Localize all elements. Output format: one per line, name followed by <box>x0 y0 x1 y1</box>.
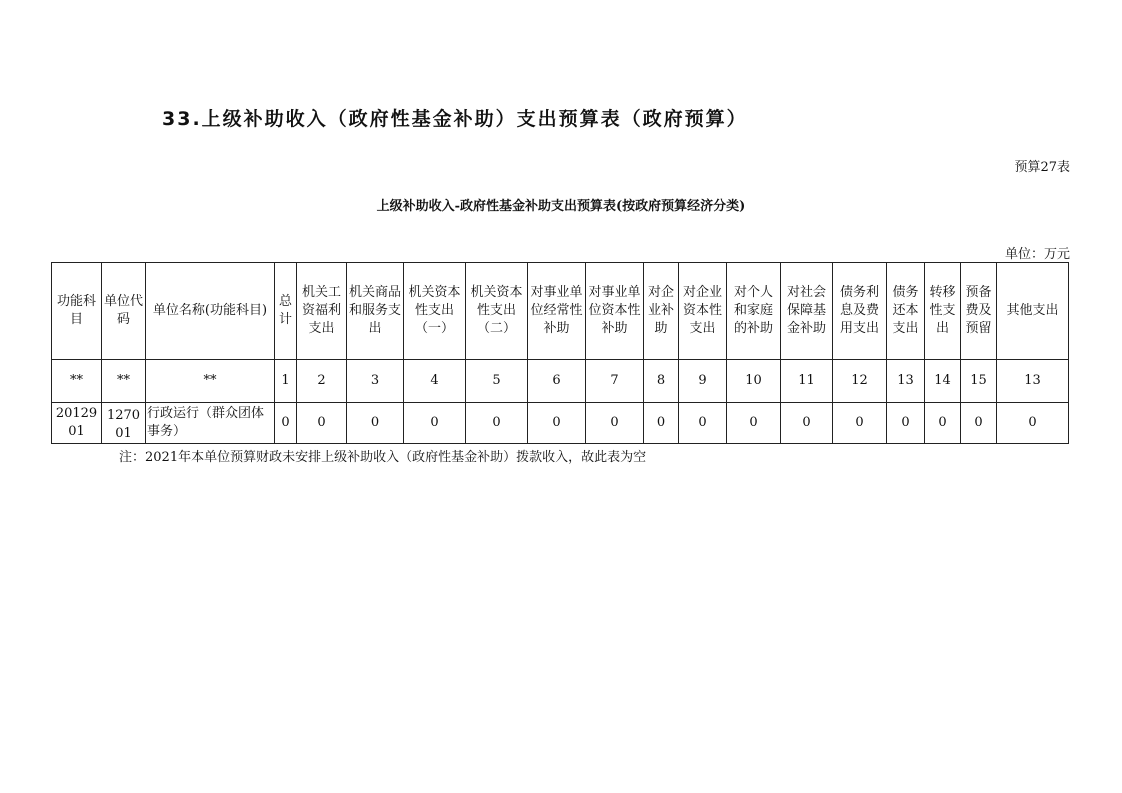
data-cell-9: 0 <box>528 403 586 444</box>
index-cell-6: 3 <box>347 360 404 403</box>
data-cell-15: 0 <box>833 403 887 444</box>
budget-table <box>51 262 1069 444</box>
data-cell-13: 0 <box>727 403 781 444</box>
data-cell-11: 0 <box>644 403 679 444</box>
index-cell-5: 2 <box>297 360 347 403</box>
data-cell-6: 0 <box>347 403 404 444</box>
header-cell-18: 预备费及预留 <box>961 263 997 360</box>
index-cell-19: 13 <box>997 360 1069 403</box>
header-cell-14: 对社会保障基金补助 <box>781 263 833 360</box>
unit-label: 单位：万元 <box>1004 247 1070 262</box>
index-cell-10: 7 <box>586 360 644 403</box>
header-cell-9: 对事业单位经常性补助 <box>528 263 586 360</box>
data-cell-8: 0 <box>466 403 528 444</box>
index-cell-15: 12 <box>833 360 887 403</box>
header-cell-4: 总计 <box>275 263 297 360</box>
index-cell-9: 6 <box>528 360 586 403</box>
header-cell-3: 单位名称(功能科目) <box>146 263 275 360</box>
index-cell-12: 9 <box>679 360 727 403</box>
index-cell-14: 11 <box>781 360 833 403</box>
index-row <box>52 360 1069 403</box>
data-cell-19: 0 <box>997 403 1069 444</box>
data-cell-14: 0 <box>781 403 833 444</box>
index-cell-4: 1 <box>275 360 297 403</box>
data-cell-12: 0 <box>679 403 727 444</box>
header-cell-12: 对企业资本性支出 <box>679 263 727 360</box>
index-cell-11: 8 <box>644 360 679 403</box>
header-cell-8: 机关资本性支出（二） <box>466 263 528 360</box>
data-cell-10: 0 <box>586 403 644 444</box>
header-cell-6: 机关商品和服务支出 <box>347 263 404 360</box>
data-cell-16: 0 <box>887 403 925 444</box>
index-cell-3: ** <box>146 360 275 403</box>
index-cell-16: 13 <box>887 360 925 403</box>
data-cell-7: 0 <box>404 403 466 444</box>
table-number: 预算27表 <box>1014 160 1070 175</box>
header-cell-2: 单位代码 <box>102 263 146 360</box>
index-cell-2: ** <box>102 360 146 403</box>
footnote: 注：2021年本单位预算财政未安排上级补助收入（政府性基金补助）拨款收入，故此表为空 <box>119 450 647 465</box>
table-caption: 上级补助收入-政府性基金补助支出预算表(按政府预算经济分类) <box>376 199 746 214</box>
index-cell-1: ** <box>52 360 102 403</box>
header-cell-19: 其他支出 <box>997 263 1069 360</box>
header-cell-5: 机关工资福利支出 <box>297 263 347 360</box>
header-cell-10: 对事业单位资本性补助 <box>586 263 644 360</box>
data-cell-4: 0 <box>275 403 297 444</box>
data-cell-5: 0 <box>297 403 347 444</box>
data-cell-1: 2012901 <box>52 403 102 444</box>
index-cell-8: 5 <box>466 360 528 403</box>
index-cell-7: 4 <box>404 360 466 403</box>
header-cell-7: 机关资本性支出（一） <box>404 263 466 360</box>
header-cell-11: 对企业补助 <box>644 263 679 360</box>
header-cell-15: 债务利息及费用支出 <box>833 263 887 360</box>
index-cell-18: 15 <box>961 360 997 403</box>
data-cell-17: 0 <box>925 403 961 444</box>
header-row <box>52 263 1069 360</box>
data-cell-2: 127001 <box>102 403 146 444</box>
header-cell-1: 功能科目 <box>52 263 102 360</box>
index-cell-13: 10 <box>727 360 781 403</box>
index-cell-17: 14 <box>925 360 961 403</box>
data-cell-18: 0 <box>961 403 997 444</box>
header-cell-16: 债务还本支出 <box>887 263 925 360</box>
document-title: 33.上级补助收入（政府性基金补助）支出预算表（政府预算） <box>162 108 748 130</box>
table-row <box>52 403 1069 444</box>
header-cell-13: 对个人和家庭的补助 <box>727 263 781 360</box>
header-cell-17: 转移性支出 <box>925 263 961 360</box>
data-cell-3: 行政运行（群众团体事务） <box>146 403 275 444</box>
